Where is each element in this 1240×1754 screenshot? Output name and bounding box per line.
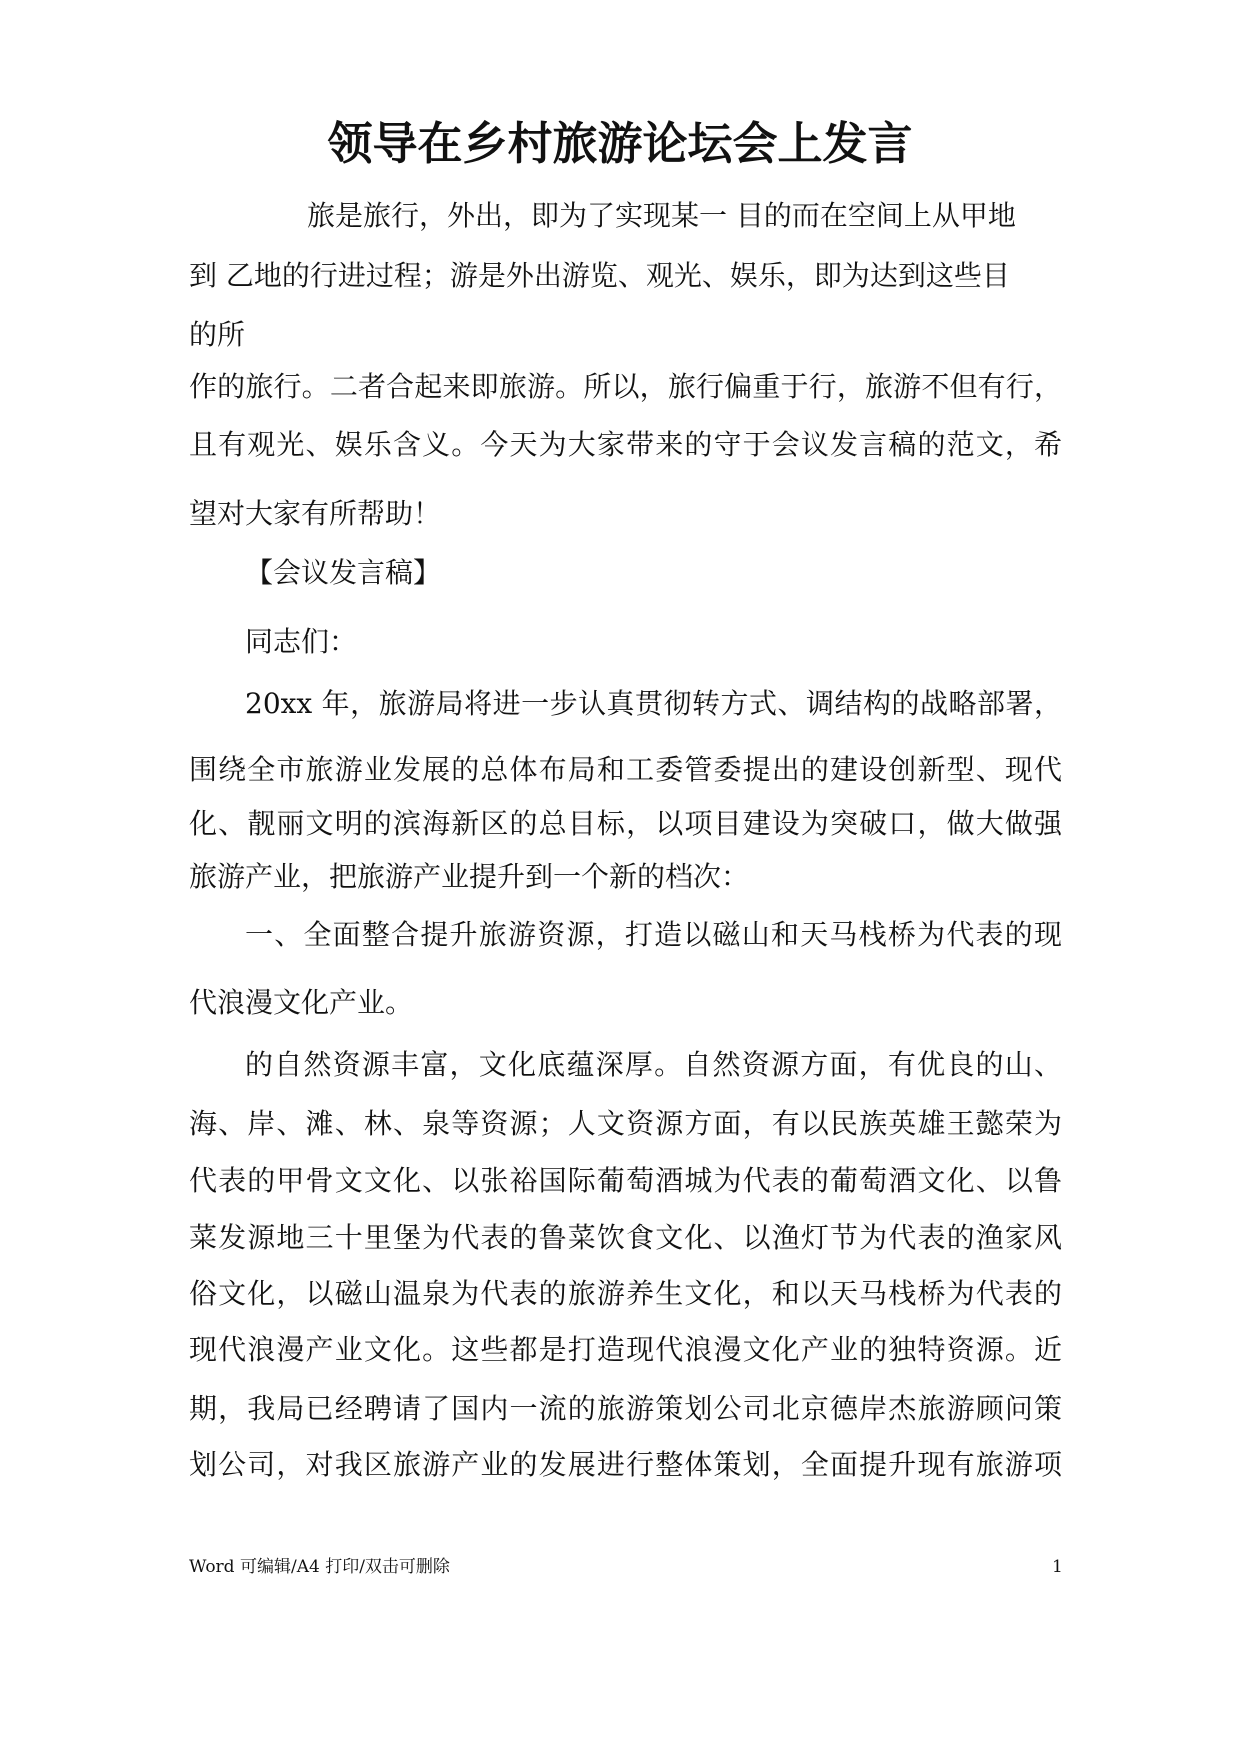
body-text-line: 的自然资源丰富，文化底蕴深厚。自然资源方面，有优良的山、 [245,1048,1062,1081]
body-text-line: 旅是旅行，外出，即为了实现某一 目的而在空间上从甲地 [307,199,1016,232]
body-text-line: 围绕全市旅游业发展的总体布局和工委管委提出的建设创新型、现代 [189,753,1062,786]
body-text-line: 一、全面整合提升旅游资源，打造以磁山和天马栈桥为代表的现 [245,918,1062,951]
body-text-line: 的所 [189,318,246,351]
body-text-line: 化、靓丽文明的滨海新区的总目标，以项目建设为突破口，做大做强 [189,807,1062,840]
body-text-line: 20xx 年，旅游局将进一步认真贯彻转方式、调结构的战略部署， [245,687,1062,720]
body-text-line: 现代浪漫产业文化。这些都是打造现代浪漫文化产业的独特资源。近 [189,1333,1062,1366]
body-text-line: 且有观光、娱乐含义。今天为大家带来的守于会议发言稿的范文，希 [189,428,1062,461]
body-text-line: 代浪漫文化产业。 [189,986,414,1019]
body-text-line: 海、岸、滩、林、泉等资源；人文资源方面，有以民族英雄王懿荣为 [189,1107,1062,1140]
body-text-line: 期，我局已经聘请了国内一流的旅游策划公司北京德岸杰旅游顾问策 [189,1392,1062,1425]
body-text-line: 望对大家有所帮助！ [189,497,442,530]
body-text-line: 菜发源地三十里堡为代表的鲁菜饮食文化、以渔灯节为代表的渔家风 [189,1221,1062,1254]
body-text-line: 俗文化，以磁山温泉为代表的旅游养生文化，和以天马栈桥为代表的 [189,1277,1062,1310]
document-title: 领导在乡村旅游论坛会上发言 [327,117,913,170]
body-text-line: 划公司，对我区旅游产业的发展进行整体策划，全面提升现有旅游项 [189,1448,1062,1481]
body-text-line: 代表的甲骨文文化、以张裕国际葡萄酒城为代表的葡萄酒文化、以鲁 [189,1164,1062,1197]
body-text-line: 旅游产业，把旅游产业提升到一个新的档次： [189,860,750,893]
section-heading: 【会议发言稿】 [245,556,442,589]
page-number: 1 [1052,1557,1063,1577]
body-text-line: 到 乙地的行进过程；游是外出游览、观光、娱乐，即为达到这些目 [189,259,1010,292]
salutation: 同志们： [245,625,358,658]
footer-note: Word 可编辑/A4 打印/双击可删除 [189,1557,450,1577]
body-text-line: 作的旅行。二者合起来即旅游。所以，旅行偏重于行，旅游不但有行， [189,370,1062,403]
